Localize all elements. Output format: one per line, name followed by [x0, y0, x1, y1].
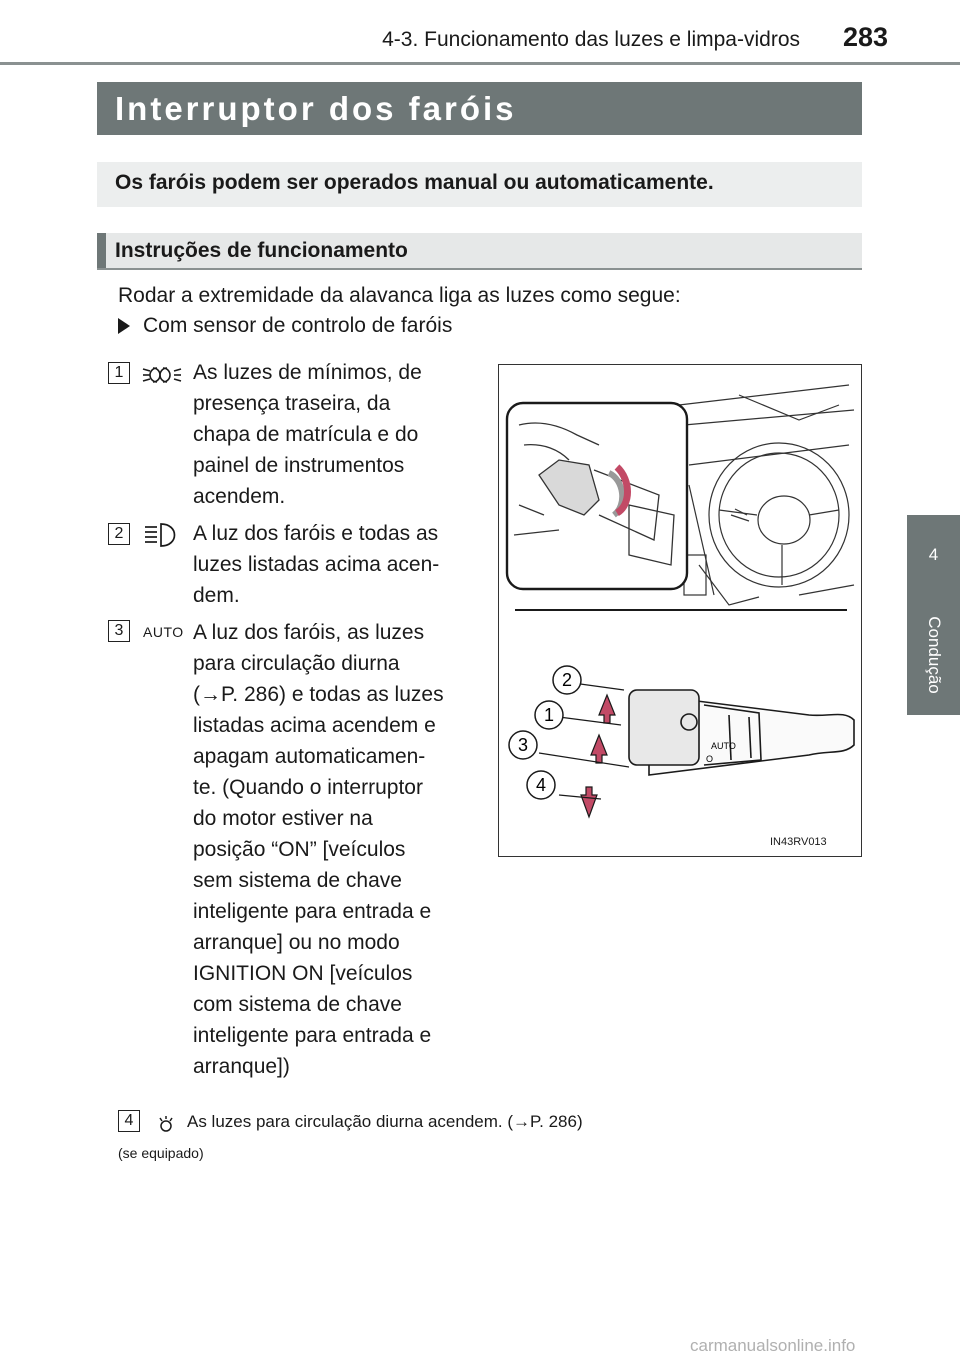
subsection-rule: [97, 268, 862, 270]
footnote: (se equipado): [118, 1145, 204, 1161]
item-number-3: 3: [108, 620, 130, 642]
text-line: painel de instrumentos: [193, 454, 405, 477]
intro-text: Os faróis podem ser operados manual ou automaticamente.: [115, 171, 714, 194]
text-line: (→P. 286) e todas as luzes: [193, 683, 444, 706]
side-lights-icon: [141, 364, 183, 386]
text-line: apagam automaticamen-: [193, 745, 426, 768]
drl-icon: [156, 1114, 176, 1134]
callout-4-label: 4: [535, 775, 547, 795]
text-line: luzes listadas acima acen-: [193, 553, 440, 576]
text-line: posição “ON” [veículos: [193, 838, 406, 861]
figure-code: IN43RV013: [770, 836, 827, 848]
text-line: dem.: [193, 584, 240, 607]
chapter-label-wrap: [907, 600, 960, 710]
item-3-text: [193, 617, 477, 1082]
lever-auto-label: AUTO: [711, 741, 736, 751]
page-title: Interruptor dos faróis: [115, 90, 517, 127]
callout-2-label: 2: [561, 670, 573, 690]
auto-icon: AUTO: [143, 624, 184, 640]
lever-drawing: [629, 690, 854, 775]
text-line: IGNITION ON [veículos: [193, 962, 413, 985]
text-line: acendem.: [193, 485, 286, 508]
headlight-icon: [143, 522, 183, 548]
text-line: A luz dos faróis, as luzes: [193, 621, 425, 644]
arrow-down-4-icon: [581, 787, 597, 817]
item-2-text: [193, 518, 477, 611]
text-line: listadas acima acendem e: [193, 714, 436, 737]
item-number-4: 4: [118, 1110, 140, 1132]
item-4-text: As luzes para circulação diurna acendem. (→P. 286): [187, 1112, 583, 1131]
text-line: inteligente para entrada e: [193, 1024, 432, 1047]
headlight-switch-illustration: [499, 365, 861, 856]
item-1-text: [193, 357, 477, 512]
chapter-number: 4: [928, 545, 939, 564]
triangle-bullet-icon: [118, 318, 130, 334]
variant-heading: Com sensor de controlo de faróis: [143, 314, 453, 337]
item-number-1: 1: [108, 362, 130, 384]
text-line: para circulação diurna: [193, 652, 400, 675]
text-line: arranque]): [193, 1055, 290, 1078]
header-rule: [0, 62, 960, 65]
text-line: sem sistema de chave: [193, 869, 402, 892]
callout-3-label: 3: [517, 735, 529, 755]
arrow-up-2-icon: [599, 695, 615, 723]
callouts: [509, 666, 581, 799]
lever-off-label: O: [706, 754, 714, 764]
chapter-label: Condução: [924, 616, 944, 694]
running-header: 4-3. Funcionamento das luzes e limpa-vidros: [382, 28, 800, 51]
text-line: presença traseira, da: [193, 392, 391, 415]
text-line: do motor estiver na: [193, 807, 373, 830]
text-line: inteligente para entrada e: [193, 900, 432, 923]
text-line: te. (Quando o interruptor: [193, 776, 423, 799]
text-line: A luz dos faróis e todas as: [193, 522, 439, 545]
text-line: com sistema de chave: [193, 993, 402, 1016]
callout-1-label: 1: [543, 705, 555, 725]
page-number: 283: [842, 22, 888, 52]
text-line: As luzes de mínimos, de: [193, 361, 422, 384]
dashboard-drawing: [679, 385, 854, 605]
subsection-heading: Instruções de funcionamento: [115, 239, 408, 262]
watermark: carmanualsonline.info: [690, 1336, 856, 1355]
lead-text: Rodar a extremidade da alavanca liga as luzes como segue:: [118, 284, 681, 307]
arrow-up-1-icon: [591, 735, 607, 763]
item-number-2: 2: [108, 523, 130, 545]
text-line: arranque] ou no modo: [193, 931, 400, 954]
text-line: chapa de matrícula e do: [193, 423, 419, 446]
